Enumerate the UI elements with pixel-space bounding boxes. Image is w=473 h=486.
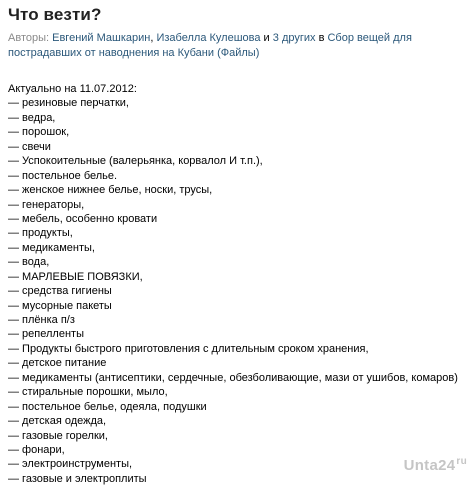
- list-item: — медикаменты,: [8, 241, 95, 254]
- author-link-2[interactable]: Изабелла Кулешова: [156, 32, 261, 44]
- list-item: — мусорные пакеты: [8, 299, 112, 312]
- note-content: [8, 82, 465, 486]
- author-link-1[interactable]: Евгений Машкарин: [52, 32, 151, 44]
- list-item: — Успокоительные (валерьянка, корвалол И т.п.),: [8, 155, 263, 168]
- list-item: — Продукты быстрого приготовления с длительным сроком хранения,: [8, 342, 369, 355]
- list-item: — средства гигиены: [8, 285, 112, 298]
- list-item: — мебель, особенно кровати: [8, 212, 158, 225]
- authors-and: и: [263, 32, 270, 44]
- list-item: — детское питание: [8, 357, 107, 370]
- list-item: — газовые горелки,: [8, 429, 108, 442]
- list-item: — продукты,: [8, 227, 73, 240]
- list-item: — ведра,: [8, 111, 56, 124]
- list-item: — женское нижнее белье, носки, трусы,: [8, 184, 213, 197]
- list-item: — электроинструменты,: [8, 458, 133, 471]
- items-list: [8, 96, 465, 486]
- list-item: — постельное белье, одеяла, подушки: [8, 400, 207, 413]
- list-item: — детская одежда,: [8, 415, 107, 428]
- authors-in: в: [318, 32, 325, 44]
- watermark-text: Unta24: [403, 457, 456, 474]
- watermark: [404, 456, 467, 474]
- list-item: — резиновые перчатки,: [8, 97, 129, 110]
- watermark-suffix: ru: [456, 456, 467, 467]
- list-item: — медикаменты (антисептики, сердечные, обезболивающие, мази от ушибов, комаров): [8, 371, 458, 384]
- list-item: — стиральные порошки, мыло,: [8, 386, 168, 399]
- list-item: — порошок,: [8, 126, 70, 139]
- list-item: — газовые и электроплиты: [8, 472, 147, 485]
- authors-separator: ,: [150, 32, 154, 44]
- note-authors: [8, 31, 465, 61]
- group-link[interactable]: Сбор вещей для пострадавших от наводнения на Кубани (Файлы): [8, 32, 412, 59]
- list-item: — фонари,: [8, 443, 65, 456]
- list-item: — плёнка п/з: [8, 314, 75, 326]
- list-item: — репелленты: [8, 328, 84, 341]
- note-title: Что везти?: [8, 5, 102, 24]
- list-item: — вода,: [8, 256, 50, 269]
- list-item: — МАРЛЕВЫЕ ПОВЯЗКИ,: [8, 270, 143, 283]
- list-item: — свечи: [8, 140, 51, 153]
- other-authors-link[interactable]: 3 других: [272, 32, 316, 44]
- list-item: — постельное белье.: [8, 169, 118, 182]
- list-item: — генераторы,: [8, 198, 85, 211]
- updated-date: Актуально на 11.07.2012:: [8, 83, 137, 95]
- authors-label: Авторы:: [8, 32, 50, 44]
